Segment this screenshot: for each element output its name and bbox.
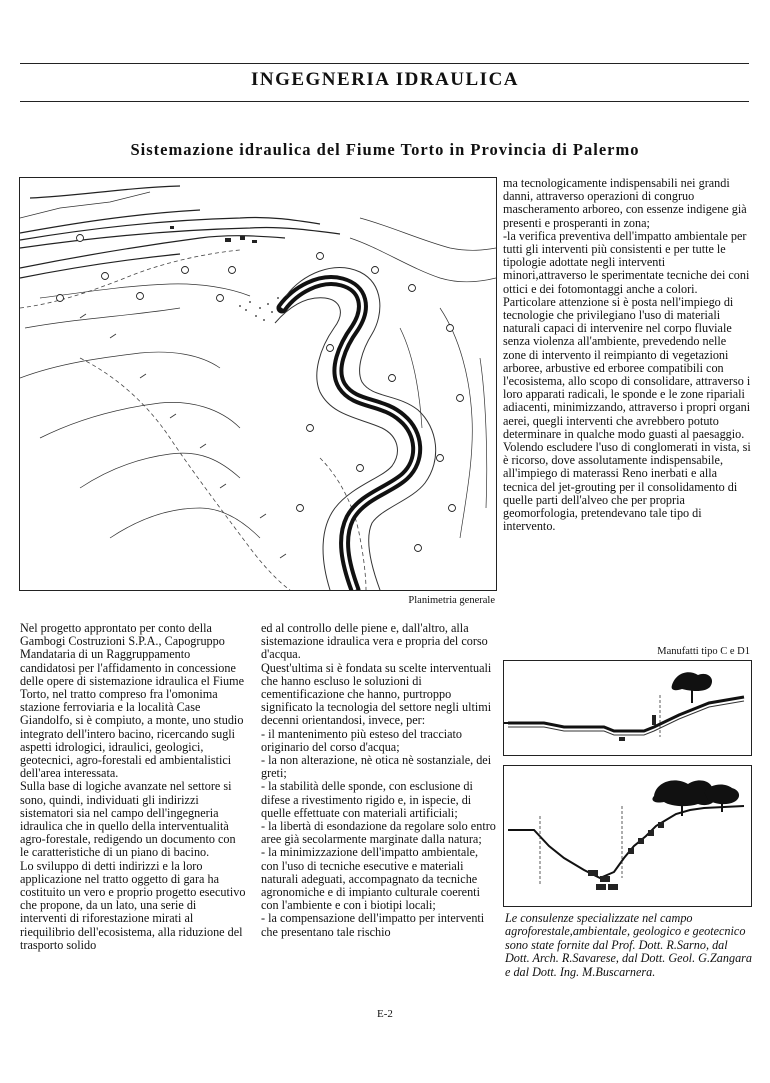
top-rule-2 [20, 101, 749, 102]
map-caption: Planimetria generale [408, 595, 495, 606]
list-item: - il mantenimento più esteso del tracciato originario del corso d'acqua; [261, 726, 463, 754]
paragraph: ed al controllo delle piene e, dall'altro, alla sistemazione idraulica vera e propria del corso d'acqua. [261, 621, 488, 662]
cross-section-diagram-d1 [503, 765, 752, 907]
paragraph: -la verifica preventiva dell'impatto ambientale per tutti gli interventi più consistenti e per tutte le tipologie adottate negli interventi minori,attraverso le sperimentate tecniche dei coni ottici e dei fotomontaggi anche a colori. [503, 228, 750, 296]
paragraph: Quest'ultima si è fondata su scelte interventuali che hanno escluso le soluzioni di cementificazione che hanno, purtroppo significato la tecnologia del settore negli ultimi decenni orientandosi, invece, per: [261, 660, 492, 728]
diagram-title: Manufatti tipo C e D1 [657, 646, 750, 657]
article-title: Sistemazione idraulica del Fiume Torto in Provincia di Palermo [130, 140, 640, 159]
list-item: - la libertà di esondazione da regolare solo entro aree già secolarmente marginate dalla natura; [261, 819, 496, 847]
section-title: INGEGNERIA IDRAULICA [250, 69, 520, 90]
paragraph: Volendo escludere l'uso di conglomerati in vista, si è ricorso, dove assolutamente indispensabile, all'impiego di materassi Reno inerbati e alla tecnica del jet-grouting per il consolidamento di quelle parti dell'alveo che per propria geomorfologia, pretendevano tale tipo di intervento. [503, 440, 751, 534]
page-number: E-2 [377, 1008, 393, 1020]
paragraph: Lo sviluppo di detti indirizzi e la loro applicazione nel tratto oggetto di gara ha costituito un vero e proprio progetto esecutivo che propone, da un lato, una serie di interventi di riforestazione mirati al riequilibrio dell'ecosistema, alla riduzione del trasporto solido [20, 858, 246, 952]
cross-section-diagram-c [503, 660, 752, 756]
list-item: - la compensazione dell'impatto per interventi che presentano tale rischio [261, 911, 485, 939]
text-column-right [503, 177, 751, 533]
list-item: - la non alterazione, nè otica nè sostanziale, dei greti; [261, 753, 492, 781]
list-item: - la minimizzazione dell'impatto ambientale, con l'uso di tecniche esecutive e materiali naturali adeguati, accompagnato da tecniche agronomiche e di impianto culturale coerenti con l'ambiente e con i biotipi locali; [261, 845, 480, 913]
paragraph: Nel progetto approntato per conto della Gambogi Costruzioni S.P.A., Capogruppo Mandataria di un Raggruppamento candidatosi per l'affidamento in concessione delle opere di sistemazione idraulica el Fiume Torto, nel tratto compreso fra l'omonima stazione ferroviaria e la località Case Giandolfo, si è compiuto, a monte, uno studio integrato dell'intero bacino, ricercando sugli aspetti idrologici, idraulici, geologici, geotecnici, agro-forestali ed ambientalistici dell'area interessata. [20, 621, 245, 781]
list-item: - la stabilità delle sponde, con esclusione di difese a rivestimento rigido e, in ispecie, di quelle effettuate con materiali artificiali; [261, 779, 473, 820]
site-plan-map [19, 177, 497, 591]
text-column-middle [261, 622, 497, 939]
paragraph: Particolare attenzione si è posta nell'impiego di tecnologie che privilegiano l'uso di materiali naturali capaci di intervenire nel corpo fluviale senza violenza all'ambiente, prevedendo nelle zone di intervento il reimpianto di vegetazioni arboree, arbustive ed erboree compatibili con l'ecosistema, allo scopo di consolidare, attraverso i loro apparati radicali, le sponde e le zone ripariali adiacenti, minimizzando, attraverso i propri organi aerei, quegli interventi che avrebbero potuto determinare in qualche modo guasti al paesaggio. [503, 294, 751, 441]
top-rule-1 [20, 63, 749, 64]
credits-note: Le consulenze specializzate nel campo agroforestale,ambientale, geologico e geotecnico sono state fornite dal Prof. Dott. R.Sarno, dal Dott. Arch. R.Savarese, dal Dott. Geol. G.Zangara e dal Dott. Ing. M.Buscarnera. [505, 911, 753, 979]
paragraph: Sulla base di logiche avanzate nel settore si sono, quindi, individuati gli indirizzi sistematori sia nel campo dell'ingegneria idraulica che in quello della interventualità agro-forestale, redigendo un documento con le caratteristiche di un piano di bacino. [20, 779, 236, 860]
text-column-left [20, 622, 246, 952]
paragraph: ma tecnologicamente indispensabili nei grandi danni, attraverso operazioni di congruo mascheramento arboreo, con essenze indigene già presenti e prosperanti in zona; [503, 176, 747, 230]
